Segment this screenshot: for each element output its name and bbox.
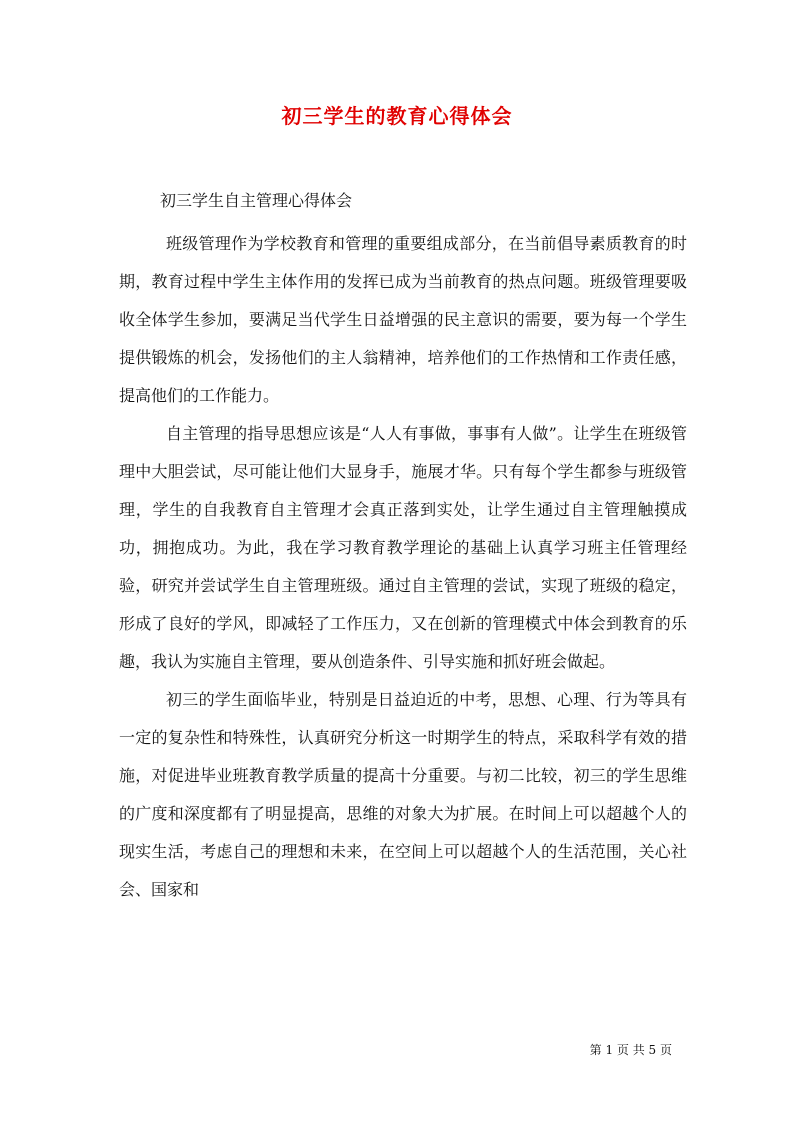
document-body [119,225,687,909]
document-title: 初三学生的教育心得体会 [281,104,513,128]
paragraph: 初三的学生面临毕业，特别是日益迫近的中考，思想、心理、行为等具有一定的复杂性和特殊性，认真研究分析这一时期学生的特点，采取科学有效的措施，对促进毕业班教育教学质量的提高十分重要。与初二比较，初三的学生思维的广度和深度都有了明显提高，思维的对象大为扩展。在时间上可以超越个人的现实生活，考虑自己的理想和未来，在空间上可以超越个人的生活范围，关心社会、国家和 [119,690,687,899]
paragraph: 班级管理作为学校教育和管理的重要组成部分，在当前倡导素质教育的时期，教育过程中学生主体作用的发挥已成为当前教育的热点问题。班级管理要吸收全体学生参加，要满足当代学生日益增强的民主意识的需要，要为每一个学生提供锻炼的机会，发扬他们的主人翁精神，培养他们的工作热情和工作责任感，提高他们的工作能力。 [119,234,687,405]
paragraph: 自主管理的指导思想应该是“人人有事做，事事有人做”。让学生在班级管理中大胆尝试，尽可能让他们大显身手，施展才华。只有每个学生都参与班级管理，学生的自我教育自主管理才会真正落到实处，让学生通过自主管理触摸成功，拥抱成功。为此，我在学习教育教学理论的基础上认真学习班主任管理经验，研究并尝试学生自主管理班级。通过自主管理的尝试，实现了班级的稳定，形成了良好的学风，即减轻了工作压力，又在创新的管理模式中体会到教育的乐趣，我认为实施自主管理，要从创造条件、引导实施和抓好班会做起。 [119,424,687,671]
page-number-footer: 第 1 页 共 5 页 [589,1043,672,1057]
document-subtitle: 初三学生自主管理心得体会 [160,191,353,210]
